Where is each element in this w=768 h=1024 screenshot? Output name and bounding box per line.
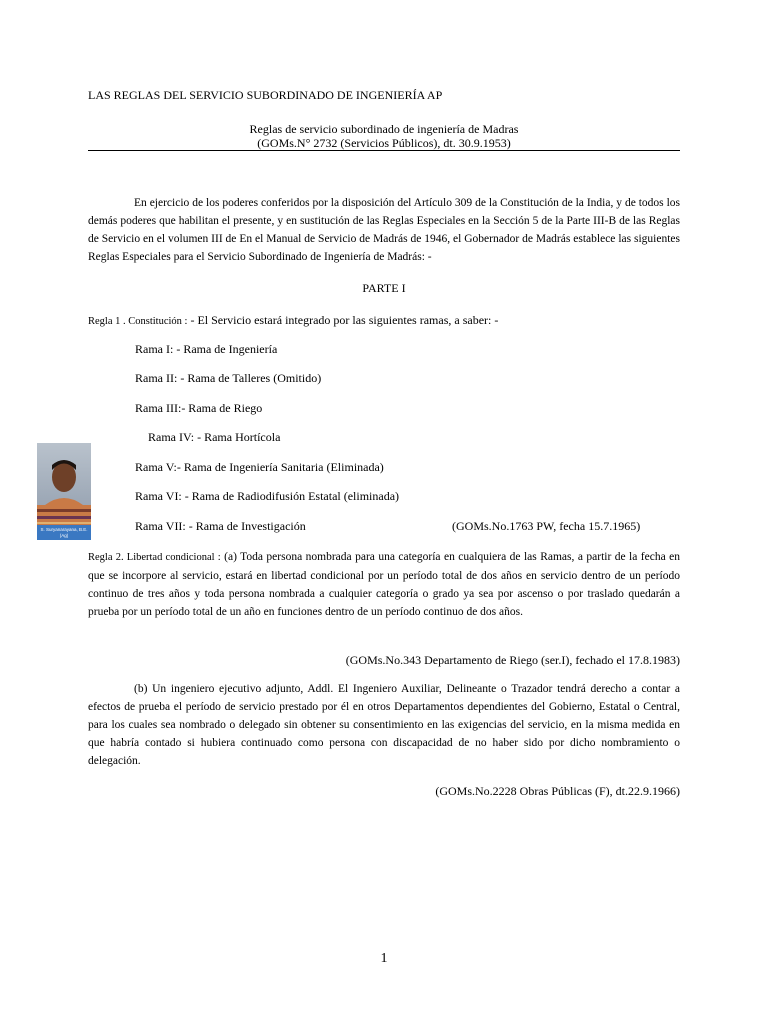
- document-subtitle: [88, 122, 680, 150]
- branch-item: Rama I: - Rama de Ingeniería: [135, 342, 278, 356]
- rule-2-reference-a: (GOMs.No.343 Departamento de Riego (ser.I), fechado el 17.8.1983): [345, 653, 680, 667]
- rule-1-label: Regla 1 . Constitución :: [88, 316, 188, 327]
- document-title: LAS REGLAS DEL SERVICIO SUBORDINADO DE INGENIERÍA AP: [88, 88, 443, 102]
- part-heading: PARTE I: [362, 281, 406, 295]
- rule-2-reference-b: (GOMs.No.2228 Obras Públicas (F), dt.22.9.1966): [435, 784, 680, 798]
- intro-paragraph: En ejercicio de los poderes conferidos por la disposición del Artículo 309 de la Constitución de la India, y de todos los demás poderes que habilitan el presente, y en sustitución de las Reglas Especiales en la Sección 5 de la Parte III-B de las Reglas de Servicio en el volumen III de En el Manual de Servicio de Madrás de 1946, el Gobernador de Madrás establece las siguientes Reglas Especiales para el Servicio Subordinado de Ingeniería de Madrás: -: [88, 197, 680, 263]
- photo-caption-name: S. Suryanarayana, B.E. (Ag): [40, 527, 88, 538]
- rule-1: [88, 313, 498, 328]
- rule-2-label: Regla 2. Libertad condicional :: [88, 552, 221, 563]
- branch-item: Rama V:- Rama de Ingeniería Sanitaria (Eliminada): [135, 460, 384, 474]
- author-photo: [37, 443, 91, 544]
- branch-item: Rama II: - Rama de Talleres (Omitido): [135, 371, 322, 385]
- page-number: 1: [380, 951, 388, 966]
- person-portrait-icon: [37, 443, 91, 540]
- header-divider: [88, 150, 680, 151]
- rule-2-paragraph-b: (b) Un ingeniero ejecutivo adjunto, Addl. El Ingeniero Auxiliar, Delineante o Trazador tendrá derecho a contar a efectos de prueba el período de servicio prestado por él en otros Departamentos dependientes del Gobierno, Estatal o Central, para los cuales sea nombrado o delegado sin obtener su consentimiento en las exigencias del servicio, en la misma medida en que habría contado si hubiera continuado como persona con discapacidad de no haber sido por dicho nombramiento o delegación.: [88, 683, 680, 767]
- photo-caption: [37, 527, 91, 545]
- branch-item: Rama VII: - Rama de Investigación: [135, 519, 306, 533]
- subtitle-line-2: (GOMs.N° 2732 (Servicios Públicos), dt. 30.9.1953): [257, 136, 511, 150]
- branch-reference: (GOMs.No.1763 PW, fecha 15.7.1965): [452, 519, 641, 533]
- branch-item: Rama IV: - Rama Hortícola: [148, 430, 281, 444]
- photo-caption-phone: 9491812377: [51, 539, 77, 544]
- rule-2-text-a: (a) Toda persona nombrada para una categoría en cualquiera de las Ramas, a partir de la fecha en que se incorpore al servicio, estará en libertad condicional por un período total de dos años en servicio dentro de un período continuo de tres años y toda persona nombrada a cualquier categoría o grado ya sea por ascenso o por traslado quedarán a prueba por un período total de un año en funciones dentro de un período continuo de dos años.: [88, 551, 681, 618]
- rule-1-text: - El Servicio estará integrado por las siguientes ramas, a saber: -: [190, 313, 499, 327]
- rule-2-paragraph-a: [88, 548, 680, 621]
- branch-item: Rama III:- Rama de Riego: [135, 401, 263, 415]
- subtitle-line-1: Reglas de servicio subordinado de ingeniería de Madras: [249, 122, 519, 136]
- branch-item: Rama VI: - Rama de Radiodifusión Estatal (eliminada): [135, 489, 400, 503]
